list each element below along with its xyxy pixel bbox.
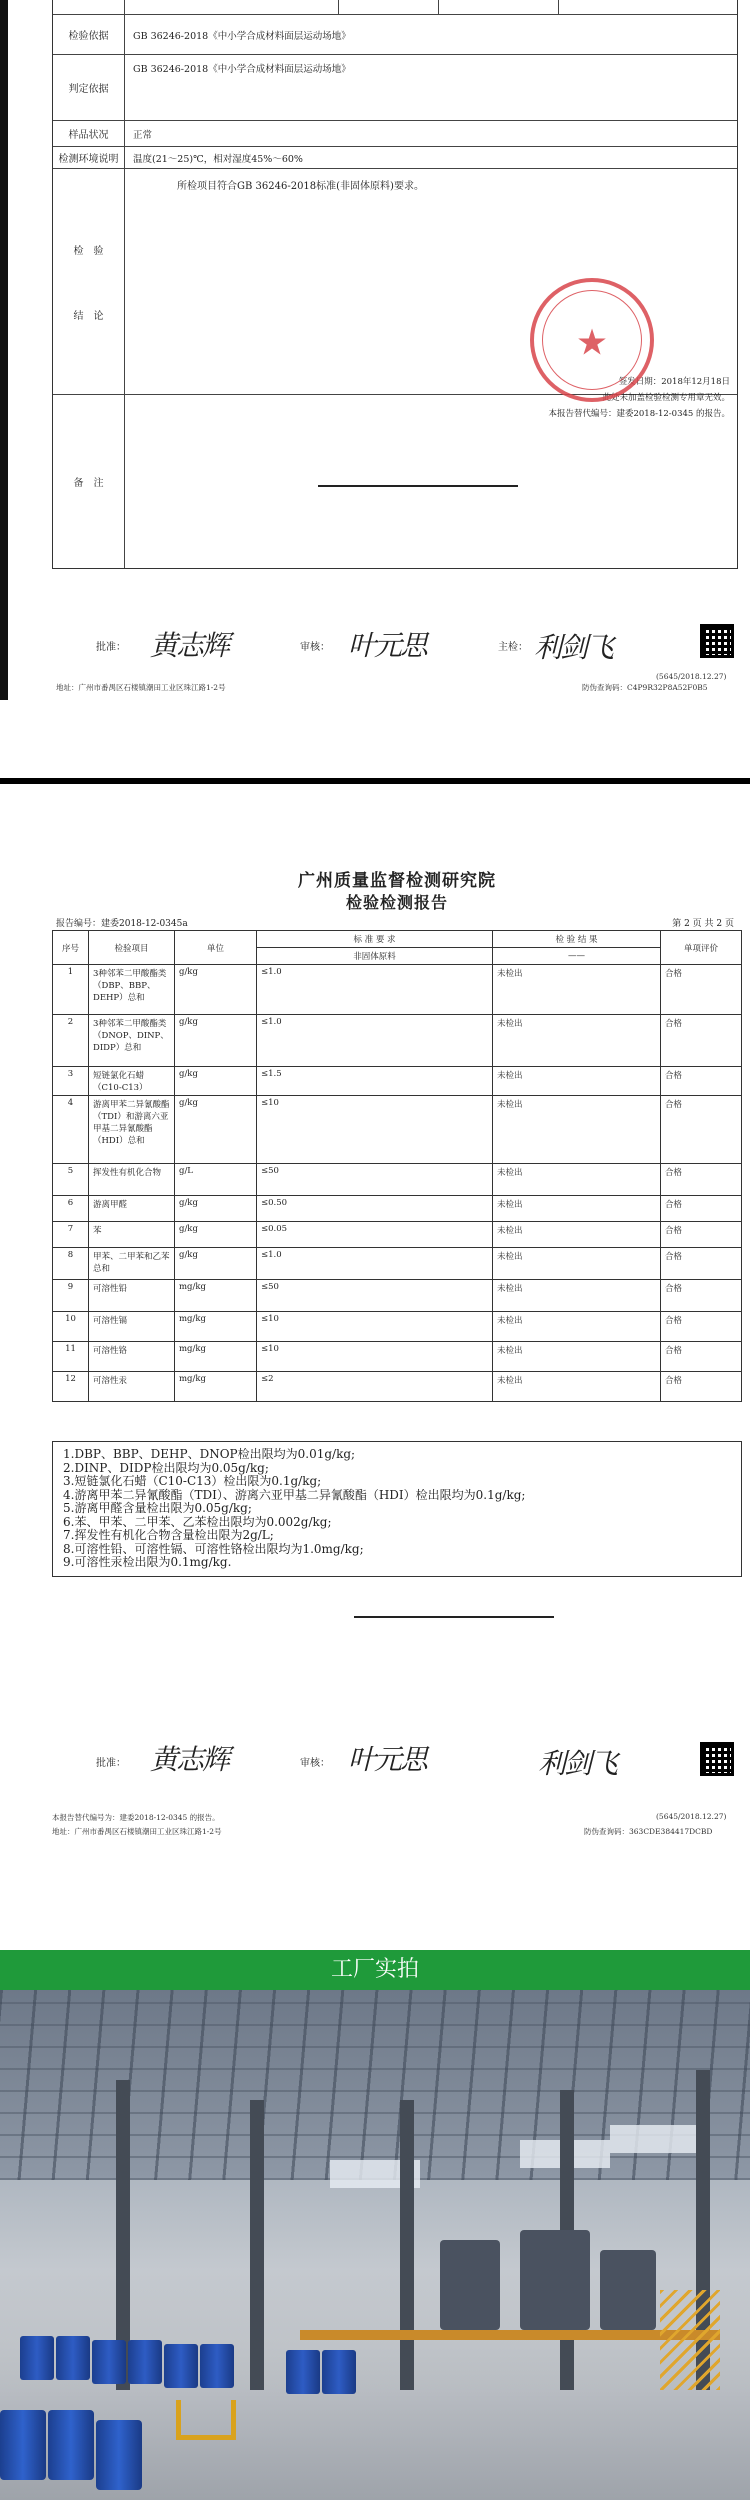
row-result: 未检出 — [493, 1222, 661, 1248]
reviewer-signature: 叶元思 — [348, 629, 427, 662]
row-unit: mg/kg — [175, 1280, 257, 1312]
table-row — [53, 1222, 742, 1248]
row-no: 10 — [53, 1312, 89, 1342]
row-eval: 合格 — [661, 1015, 742, 1067]
report-page-1 — [52, 0, 738, 700]
row-item: 可溶性汞 — [89, 1372, 175, 1402]
approver-signature: 黄志辉 — [150, 629, 229, 662]
inspector-label: 主检： — [498, 642, 528, 653]
qr-code-icon — [700, 624, 734, 658]
row-item: 游离甲苯二异氰酸酯（TDI）和游离六亚甲基二异氰酸酯（HDI）总和 — [89, 1096, 175, 1164]
row-label: 判定依据 — [53, 55, 125, 120]
row-item: 可溶性铬 — [89, 1342, 175, 1372]
row-result: 未检出 — [493, 1248, 661, 1280]
row-unit: g/kg — [175, 1096, 257, 1164]
row-unit: mg/kg — [175, 1342, 257, 1372]
row-no: 3 — [53, 1067, 89, 1096]
row-unit: g/kg — [175, 1067, 257, 1096]
anti-fake-code: 防伪查询码：363CDE384417DCBD — [584, 1827, 713, 1836]
note-line: 3.短链氯化石蜡（C10-C13）检出限为0.1g/kg; — [63, 1474, 322, 1488]
row-no: 12 — [53, 1372, 89, 1402]
row-result: 未检出 — [493, 1196, 661, 1222]
row-value: GB 36246-2018《中小学合成材料面层运动场地》 — [133, 30, 351, 42]
col-result-sub: —— — [493, 948, 661, 965]
factory-heading: 工厂实拍 — [0, 1950, 750, 1990]
row-unit: g/kg — [175, 965, 257, 1015]
inspector-signature: 利剑飞 — [538, 1747, 617, 1780]
row-label: 检验依据 — [53, 15, 125, 54]
row-item: 甲苯、二甲苯和乙苯总和 — [89, 1248, 175, 1280]
row-eval: 合格 — [661, 1372, 742, 1402]
report-title: 检验检测报告 — [345, 893, 448, 912]
official-seal — [530, 278, 654, 402]
page-info: 第 2 页 共 2 页 — [672, 919, 734, 929]
report-number: 报告编号：建委2018-12-0345a — [56, 919, 188, 929]
row-eval: 合格 — [661, 1222, 742, 1248]
table-row — [53, 1280, 742, 1312]
row-unit: g/L — [175, 1164, 257, 1196]
report-code: (5645/2018.12.27) — [656, 1812, 727, 1821]
row-item: 3种邻苯二甲酸酯类（DNOP、DINP、DIDP）总和 — [89, 1015, 175, 1067]
row-eval: 合格 — [661, 1164, 742, 1196]
replace-note: 本报告替代编号：建委2018-12-0345 的报告。 — [548, 409, 730, 419]
row-eval: 合格 — [661, 1067, 742, 1096]
row-label: 检测环境说明 — [53, 147, 125, 168]
row-item: 3种邻苯二甲酸酯类（DBP、BBP、DEHP）总和 — [89, 965, 175, 1015]
row-unit: mg/kg — [175, 1312, 257, 1342]
table-row — [53, 1248, 742, 1280]
signature-row — [52, 620, 738, 668]
remark-line — [318, 485, 518, 487]
row-result: 未检出 — [493, 1342, 661, 1372]
row-eval: 合格 — [661, 1096, 742, 1164]
row-eval: 合格 — [661, 965, 742, 1015]
address: 地址：广州市番禺区石楼镇潮田工业区珠江路1-2号 — [52, 1827, 222, 1836]
col-eval: 单项评价 — [661, 931, 742, 965]
end-line — [354, 1616, 554, 1618]
note-line: 9.可溶性汞检出限为0.1mg/kg. — [63, 1555, 232, 1569]
col-result: 检 验 结 果 — [493, 931, 661, 948]
row-value: GB 36246-2018《中小学合成材料面层运动场地》 — [133, 64, 351, 75]
approve-label: 批准： — [96, 1758, 126, 1769]
sample-row — [53, 120, 737, 146]
row-label: 样品状况 — [53, 121, 125, 146]
row-result: 未检出 — [493, 1372, 661, 1402]
factory-section — [0, 1950, 750, 2500]
row-eval: 合格 — [661, 1280, 742, 1312]
row-requirement: ≤1.5 — [257, 1067, 493, 1096]
report-code: (5645/2018.12.27) — [656, 672, 727, 681]
row-requirement: ≤10 — [257, 1342, 493, 1372]
row-result: 未检出 — [493, 1067, 661, 1096]
table-row — [53, 1015, 742, 1067]
page-separator — [0, 778, 750, 784]
row-item: 可溶性铅 — [89, 1280, 175, 1312]
row-requirement: ≤50 — [257, 1164, 493, 1196]
col-no: 序号 — [53, 931, 89, 965]
sign-date: 签发日期：2018年12月18日 — [618, 377, 730, 387]
signature-row — [52, 1734, 738, 1782]
note-line: 4.游离甲苯二异氰酸酯（TDI）、游离六亚甲基二异氰酸酯（HDI）检出限均为0.1g/kg; — [63, 1487, 526, 1502]
results-body — [53, 965, 742, 1402]
row-result: 未检出 — [493, 1015, 661, 1067]
stamp-note: 此处未加盖检验检测专用章无效。 — [602, 393, 730, 403]
judgement-row — [53, 54, 737, 120]
remark-label: 备 注 — [53, 395, 125, 568]
row-result: 未检出 — [493, 1312, 661, 1342]
report-info-table — [52, 0, 738, 569]
table-row — [53, 1164, 742, 1196]
row-requirement: ≤0.05 — [257, 1222, 493, 1248]
row-requirement: ≤1.0 — [257, 965, 493, 1015]
row-unit: g/kg — [175, 1015, 257, 1067]
star-icon: ★ — [575, 322, 609, 364]
replace-note: 本报告替代编号为：建委2018-12-0345 的报告。 — [52, 1813, 220, 1822]
inspector-signature: 利剑飞 — [534, 631, 613, 664]
col-unit: 单位 — [175, 931, 257, 965]
row-item: 挥发性有机化合物 — [89, 1164, 175, 1196]
row-item: 苯 — [89, 1222, 175, 1248]
col-requirement: 标 准 要 求 — [257, 931, 493, 948]
row-eval: 合格 — [661, 1196, 742, 1222]
row-no: 4 — [53, 1096, 89, 1164]
row-no: 8 — [53, 1248, 89, 1280]
col-requirement-sub: 非固体原料 — [257, 948, 493, 965]
row-value: 正常 — [133, 129, 153, 141]
reviewer-signature: 叶元思 — [348, 1743, 427, 1776]
row-no: 9 — [53, 1280, 89, 1312]
row-no: 2 — [53, 1015, 89, 1067]
report-page-2 — [52, 838, 742, 1878]
detection-limit-notes — [52, 1441, 742, 1577]
approver-signature: 黄志辉 — [150, 1743, 229, 1776]
row-result: 未检出 — [493, 1280, 661, 1312]
institute-title: 广州质量监督检测研究院 — [298, 871, 496, 891]
test-results-table — [52, 930, 742, 1402]
anti-fake-code: 防伪查询码：C4P9R32P8A52F0B5 — [582, 683, 708, 692]
row-no: 7 — [53, 1222, 89, 1248]
row-unit: g/kg — [175, 1196, 257, 1222]
row-requirement: ≤1.0 — [257, 1015, 493, 1067]
row-value: 温度(21～25)℃，相对湿度45%～60% — [133, 153, 303, 165]
note-line: 1.DBP、BBP、DEHP、DNOP检出限均为0.01g/kg; — [63, 1447, 356, 1461]
row-result: 未检出 — [493, 965, 661, 1015]
left-edge-bar — [0, 0, 8, 700]
row-requirement: ≤0.50 — [257, 1196, 493, 1222]
row-no: 11 — [53, 1342, 89, 1372]
row-no: 6 — [53, 1196, 89, 1222]
note-line: 2.DINP、DIDP检出限均为0.05g/kg; — [63, 1460, 269, 1475]
row-unit: g/kg — [175, 1248, 257, 1280]
row-result: 未检出 — [493, 1164, 661, 1196]
row-no: 5 — [53, 1164, 89, 1196]
conclusion-text: 所检项目符合GB 36246-2018标准(非固体原料)要求。 — [177, 181, 424, 192]
table-row — [53, 1372, 742, 1402]
top-cut-row — [53, 0, 737, 14]
note-line: 6.苯、甲苯、二甲苯、乙苯检出限均为0.002g/kg; — [63, 1514, 332, 1529]
factory-photo — [0, 1990, 750, 2500]
row-no: 1 — [53, 965, 89, 1015]
address: 地址：广州市番禺区石楼镇潮田工业区珠江路1-2号 — [56, 683, 226, 692]
row-requirement: ≤2 — [257, 1372, 493, 1402]
row-requirement: ≤10 — [257, 1096, 493, 1164]
row-requirement: ≤1.0 — [257, 1248, 493, 1280]
row-unit: g/kg — [175, 1222, 257, 1248]
conclusion-label: 检 验 结 论 — [53, 169, 125, 394]
note-line: 8.可溶性铅、可溶性镉、可溶性铬检出限均为1.0mg/kg; — [63, 1541, 364, 1556]
review-label: 审核： — [300, 642, 330, 653]
row-result: 未检出 — [493, 1096, 661, 1164]
row-requirement: ≤10 — [257, 1312, 493, 1342]
row-eval: 合格 — [661, 1312, 742, 1342]
review-label: 审核： — [300, 1758, 330, 1769]
note-line: 7.挥发性有机化合物含量检出限为2g/L; — [63, 1528, 274, 1542]
table-row — [53, 1342, 742, 1372]
row-requirement: ≤50 — [257, 1280, 493, 1312]
table-row — [53, 1067, 742, 1096]
note-line: 5.游离甲醛含量检出限为0.05g/kg; — [63, 1501, 252, 1515]
row-item: 游离甲醛 — [89, 1196, 175, 1222]
row-eval: 合格 — [661, 1248, 742, 1280]
table-row — [53, 1096, 742, 1164]
row-item: 短链氯化石蜡（C10-C13） — [89, 1067, 175, 1096]
approve-label: 批准： — [96, 642, 126, 653]
basis-row — [53, 14, 737, 54]
table-row — [53, 1196, 742, 1222]
row-item: 可溶性镉 — [89, 1312, 175, 1342]
table-row — [53, 1312, 742, 1342]
qr-code-icon — [700, 1742, 734, 1776]
col-item: 检验项目 — [89, 931, 175, 965]
environment-row — [53, 146, 737, 168]
row-unit: mg/kg — [175, 1372, 257, 1402]
table-row — [53, 965, 742, 1015]
row-eval: 合格 — [661, 1342, 742, 1372]
